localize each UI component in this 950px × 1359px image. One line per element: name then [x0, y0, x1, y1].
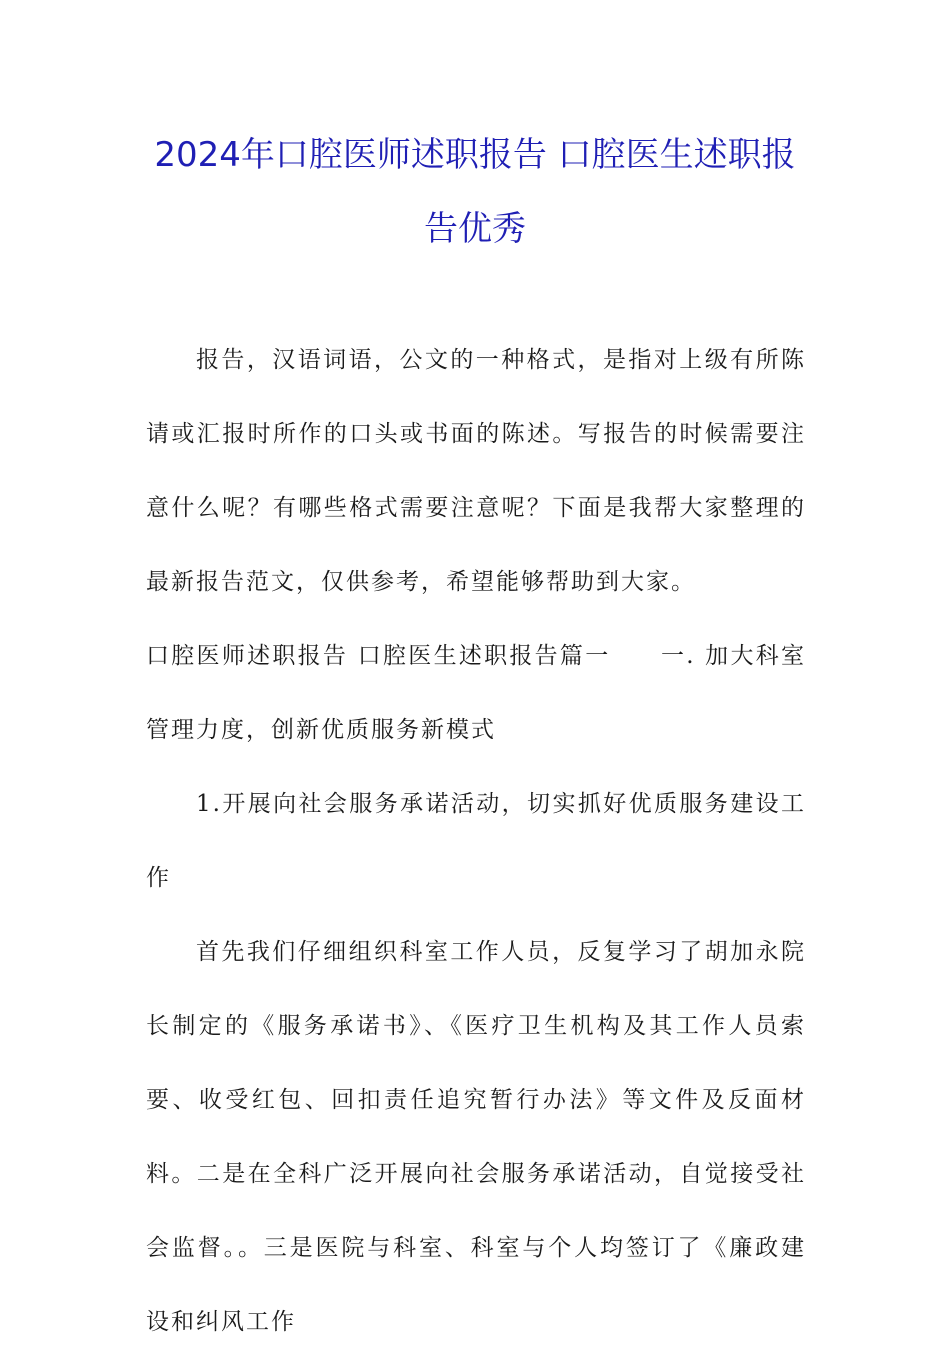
body-paragraph: 首先我们仔细组织科室工作人员，反复学习了胡加永院长制定的《服务承诺书》、《医疗卫生机构及其工作人员索要、收受红包、回扣责任追究暂行办法》等文件及反面材料。二是在全科广泛开展向社会服务承诺活动，自觉接受社会监督。。三是医院与科室、科室与个人均签订了《廉政建设和纠风工作 — [146, 939, 806, 1335]
document-body — [146, 323, 806, 1359]
intro-paragraph: 报告，汉语词语，公文的一种格式，是指对上级有所陈请或汇报时所作的口头或书面的陈述。写报告的时候需要注意什么呢？有哪些格式需要注意呢？下面是我帮大家整理的最新报告范文，仅供参考，希望能够帮助到大家。 — [146, 347, 806, 595]
subsection-heading: 1.开展向社会服务承诺活动，切实抓好优质服务建设工作 — [146, 791, 806, 891]
section-heading-paragraph: 口腔医师述职报告 口腔医生述职报告篇一 一. 加大科室管理力度，创新优质服务新模式 — [146, 643, 806, 743]
title-line-2: 告优秀 — [424, 209, 526, 249]
document-title — [120, 118, 830, 266]
title-line-1: 2024年口腔医师述职报告 口腔医生述职报 — [154, 135, 796, 175]
